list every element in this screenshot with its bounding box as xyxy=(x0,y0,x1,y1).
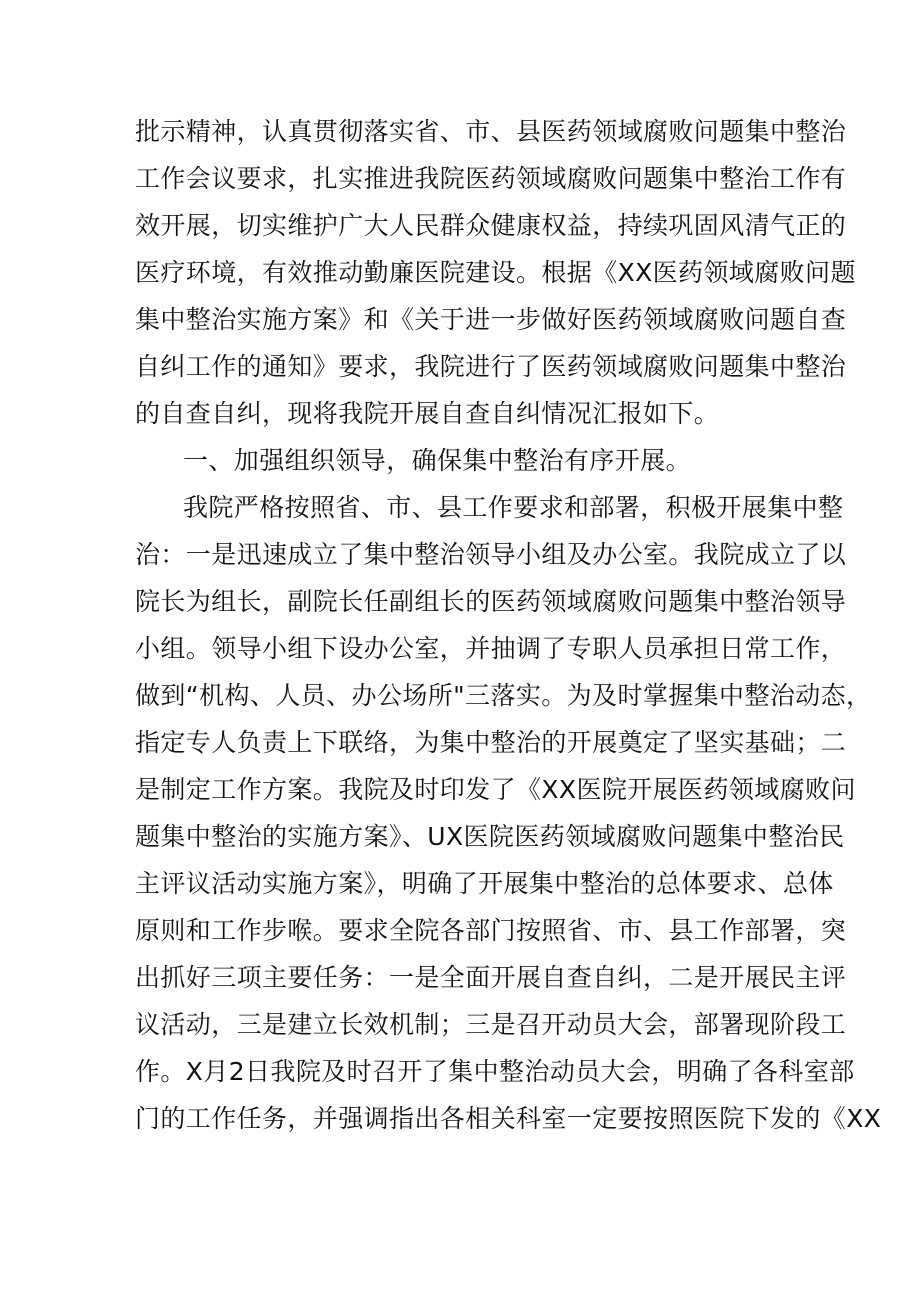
text-line: 小组。领导小组下设办公室，并抽调了专职人员承担日常工作， xyxy=(135,634,847,663)
text-line: 自纠工作的通知》要求，我院进行了医药领域腐败问题集中整治 xyxy=(135,352,847,381)
text-line: 做到“机构、人员、办公场所"三落实。为及时掌握集中整治动态， xyxy=(135,681,872,710)
text-line: 工作会议要求，扎实推进我院医药领域腐败问题集中整治工作有 xyxy=(135,164,847,193)
text-line: 指定专人负责上下联络，为集中整治的开展奠定了坚实基础；二 xyxy=(135,728,847,757)
text-line: 是制定工作方案。我院及时印发了《XX医院开展医药领域腐败问 xyxy=(135,775,856,804)
text-line: 的自查自纠，现将我院开展自查自纠情况汇报如下。 xyxy=(135,399,720,428)
text-line: 医疗环境，有效推动勤廉医院建设。根据《XX医药领域腐败问题 xyxy=(135,258,856,287)
text-line: 治：一是迅速成立了集中整治领导小组及办公室。我院成立了以 xyxy=(135,540,847,569)
text-line: 院长为组长，副院长任副组长的医药领域腐败问题集中整治领导 xyxy=(135,587,847,616)
text-line: 集中整治实施方案》和《关于进一步做好医药领域腐败问题自查 xyxy=(135,305,847,334)
text-line: 题集中整治的实施方案》、UX医院医药领域腐败问题集中整治民 xyxy=(135,822,845,851)
text-line: 门的工作任务，并强调指出各相关科室一定要按照医院下发的《XX xyxy=(135,1104,882,1133)
text-line: 议活动，三是建立长效机制；三是召开动员大会，部署现阶段工 xyxy=(135,1010,847,1039)
text-line: 出抓好三项主要任务：一是全面开展自查自纠，二是开展民主评 xyxy=(135,963,847,992)
text-line: 我院严格按照省、市、县工作要求和部署，积极开展集中整 xyxy=(183,493,844,522)
text-line: 效开展，切实维护广大人民群众健康权益，持续巩固风清气正的 xyxy=(135,211,847,240)
text-line: 批示精神，认真贯彻落实省、市、县医药领域腐败问题集中整治 xyxy=(135,117,847,146)
text-line: 主评议活动实施方案》，明确了开展集中整治的总体要求、总体 xyxy=(135,869,834,898)
section-heading: 一、加强组织领导，确保集中整治有序开展。 xyxy=(183,446,692,475)
text-line: 作。X月2日我院及时召开了集中整治动员大会，明确了各科室部 xyxy=(135,1057,855,1086)
text-line: 原则和工作步喉。要求全院各部门按照省、市、县工作部署，突 xyxy=(135,916,847,945)
document-body xyxy=(135,108,882,1142)
